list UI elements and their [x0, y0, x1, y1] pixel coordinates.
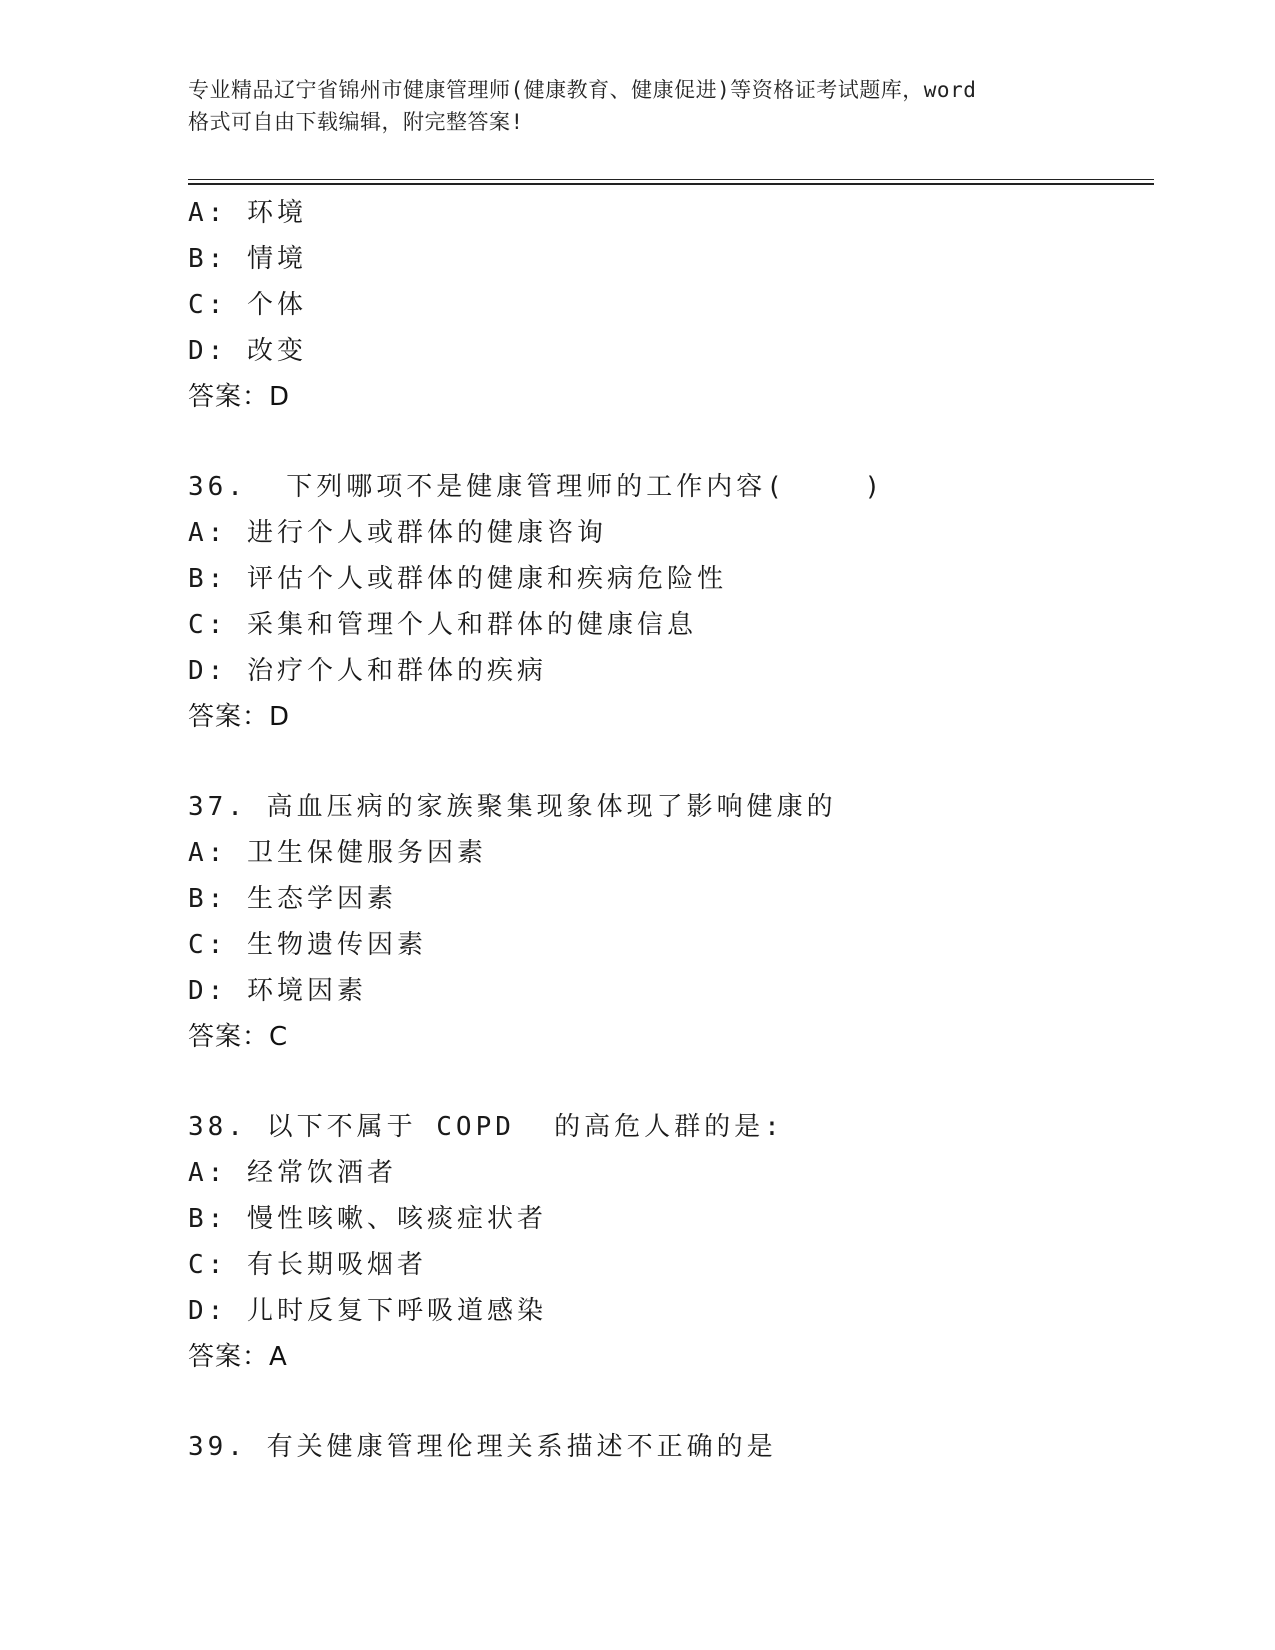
- question-stem: 38. 以下不属于 COPD 的高危人群的是:: [188, 1112, 784, 1142]
- question-38: [188, 1104, 1128, 1380]
- answer-line: 答案：A: [188, 1342, 288, 1372]
- question-list: [188, 190, 1128, 1470]
- question-35-continued: [188, 190, 1128, 420]
- option-d: D: 治疗个人和群体的疾病: [188, 656, 547, 686]
- header-line-1: 专业精品辽宁省锦州市健康管理师(健康教育、健康促进)等资格证考试题库，word: [188, 78, 977, 102]
- answer-line: 答案：C: [188, 1022, 289, 1052]
- header-divider-thin: [188, 179, 1154, 180]
- document-header: [188, 74, 1108, 138]
- option-a: A: 进行个人或群体的健康咨询: [188, 518, 607, 548]
- question-37: [188, 784, 1128, 1060]
- header-divider-thick: [188, 183, 1154, 185]
- option-a: A: 环境: [188, 198, 307, 228]
- option-a: A: 卫生保健服务因素: [188, 838, 487, 868]
- question-stem: 39. 有关健康管理伦理关系描述不正确的是: [188, 1432, 777, 1462]
- option-b: B: 评估个人或群体的健康和疾病危险性: [188, 564, 727, 594]
- answer-line: 答案：D: [188, 702, 291, 732]
- option-d: D: 环境因素: [188, 976, 367, 1006]
- option-d: D: 改变: [188, 336, 307, 366]
- answer-line: 答案：D: [188, 382, 291, 412]
- option-b: B: 情境: [188, 244, 307, 274]
- question-36: [188, 464, 1128, 740]
- option-a: A: 经常饮酒者: [188, 1158, 397, 1188]
- option-c: C: 采集和管理个人和群体的健康信息: [188, 610, 697, 640]
- question-39: [188, 1424, 1128, 1470]
- header-line-2: 格式可自由下载编辑，附完整答案!: [188, 110, 524, 134]
- option-c: C: 有长期吸烟者: [188, 1250, 427, 1280]
- option-c: C: 生物遗传因素: [188, 930, 427, 960]
- option-c: C: 个体: [188, 290, 307, 320]
- option-b: B: 慢性咳嗽、咳痰症状者: [188, 1204, 547, 1234]
- question-stem: 37. 高血压病的家族聚集现象体现了影响健康的: [188, 792, 837, 822]
- option-d: D: 儿时反复下呼吸道感染: [188, 1296, 547, 1326]
- option-b: B: 生态学因素: [188, 884, 397, 914]
- question-stem: 36. 下列哪项不是健康管理师的工作内容( ): [188, 472, 885, 502]
